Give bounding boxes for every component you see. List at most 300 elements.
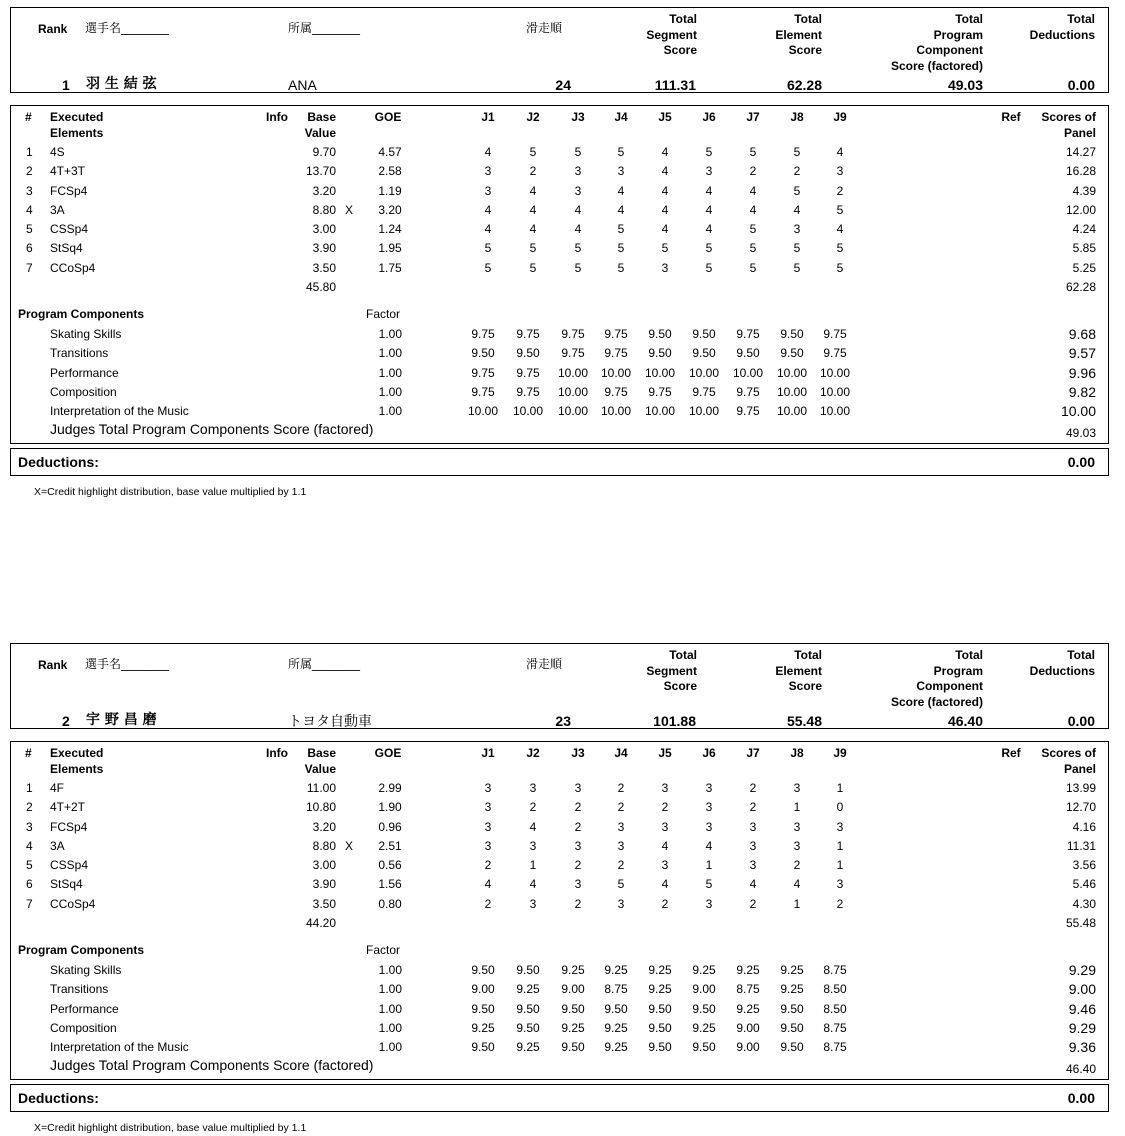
tes-label: Score bbox=[788, 679, 822, 693]
skater-card bbox=[0, 636, 1125, 1136]
element-goe: 1.90 bbox=[378, 800, 402, 814]
component-panel-score: 9.00 bbox=[1068, 981, 1096, 997]
col-judge: J9 bbox=[833, 110, 847, 124]
element-judge-score: 4 bbox=[793, 877, 801, 891]
element-judge-score: 3 bbox=[749, 858, 757, 872]
element-panel-score: 4.39 bbox=[1072, 184, 1096, 198]
base-value-total: 44.20 bbox=[305, 916, 336, 930]
footnote: X=Credit highlight distribution, base value multiplied by 1.1 bbox=[34, 486, 307, 498]
tss-label: Score bbox=[663, 679, 697, 693]
element-judge-score: 3 bbox=[705, 897, 713, 911]
element-judge-score: 4 bbox=[529, 877, 537, 891]
element-judge-score: 5 bbox=[705, 145, 713, 159]
element-base-value: 8.80 bbox=[312, 203, 336, 217]
element-goe: 3.20 bbox=[378, 203, 402, 217]
element-judge-score: 3 bbox=[484, 820, 492, 834]
element-judge-score: 5 bbox=[793, 145, 801, 159]
element-judge-score: 4 bbox=[484, 145, 492, 159]
component-judge-score: 9.25 bbox=[604, 963, 628, 977]
element-number: 4 bbox=[26, 203, 33, 217]
deductions-total: 0.00 bbox=[1067, 454, 1095, 470]
element-base-value: 3.00 bbox=[312, 222, 336, 236]
component-factor: 1.00 bbox=[378, 1021, 402, 1035]
element-judge-score: 4 bbox=[793, 203, 801, 217]
component-name: Performance bbox=[50, 1002, 119, 1016]
element-number: 1 bbox=[26, 781, 33, 795]
element-judge-score: 3 bbox=[574, 839, 582, 853]
element-judge-score: 3 bbox=[705, 800, 713, 814]
element-judge-score: 2 bbox=[836, 184, 844, 198]
component-judge-score: 10.00 bbox=[557, 404, 589, 418]
col-judge: J8 bbox=[790, 110, 804, 124]
component-panel-score: 9.29 bbox=[1068, 962, 1096, 978]
element-panel-score: 4.24 bbox=[1072, 222, 1096, 236]
element-judge-score: 2 bbox=[574, 820, 582, 834]
component-judge-score: 9.75 bbox=[516, 327, 540, 341]
component-panel-score: 9.46 bbox=[1068, 1001, 1096, 1017]
element-number: 6 bbox=[26, 877, 33, 891]
component-judge-score: 9.50 bbox=[648, 1021, 672, 1035]
element-number: 4 bbox=[26, 839, 33, 853]
element-judge-score: 4 bbox=[836, 145, 844, 159]
tss-label: Segment bbox=[646, 27, 697, 42]
component-judge-score: 10.00 bbox=[557, 366, 589, 380]
component-judge-score: 10.00 bbox=[688, 366, 720, 380]
pcs-label: Program bbox=[933, 663, 983, 678]
element-judge-score: 2 bbox=[574, 858, 582, 872]
element-judge-score: 3 bbox=[793, 820, 801, 834]
component-judge-score: 9.25 bbox=[648, 982, 672, 996]
component-judge-score: 9.00 bbox=[736, 1040, 760, 1054]
element-judge-score: 1 bbox=[793, 800, 801, 814]
element-number: 5 bbox=[26, 222, 33, 236]
element-goe: 0.96 bbox=[378, 820, 402, 834]
component-judge-score: 9.50 bbox=[648, 1002, 672, 1016]
tss-label: Total bbox=[669, 648, 697, 662]
element-judge-score: 2 bbox=[529, 164, 537, 178]
component-judge-score: 9.00 bbox=[692, 982, 716, 996]
component-factor: 1.00 bbox=[378, 385, 402, 399]
club-label: 所属________ bbox=[288, 657, 361, 671]
component-panel-score: 9.68 bbox=[1068, 326, 1096, 342]
name-label: 選手名________ bbox=[85, 21, 170, 35]
element-judge-score: 3 bbox=[617, 820, 625, 834]
element-judge-score: 2 bbox=[617, 858, 625, 872]
component-judge-score: 9.50 bbox=[471, 963, 495, 977]
tss-label: Total bbox=[669, 12, 697, 26]
ded-label: Total bbox=[1067, 648, 1095, 662]
component-panel-score: 9.96 bbox=[1068, 365, 1096, 381]
component-judge-score: 9.25 bbox=[692, 963, 716, 977]
element-judge-score: 2 bbox=[749, 164, 757, 178]
element-judge-score: 5 bbox=[705, 261, 713, 275]
element-judge-score: 2 bbox=[793, 858, 801, 872]
element-judge-score: 2 bbox=[617, 800, 625, 814]
component-factor: 1.00 bbox=[378, 982, 402, 996]
col-judge: J4 bbox=[614, 746, 628, 760]
program-components-heading: Program Components bbox=[18, 307, 145, 321]
element-panel-score: 4.30 bbox=[1072, 897, 1096, 911]
element-judge-score: 2 bbox=[574, 897, 582, 911]
element-judge-score: 4 bbox=[661, 184, 669, 198]
col-judge: J6 bbox=[702, 746, 716, 760]
col-info: Info bbox=[266, 110, 288, 124]
component-name: Transitions bbox=[50, 982, 109, 996]
element-code: StSq4 bbox=[50, 241, 83, 255]
col-ref: Ref bbox=[1001, 746, 1021, 760]
component-judge-score: 9.50 bbox=[780, 346, 804, 360]
component-judge-score: 9.50 bbox=[780, 1040, 804, 1054]
deductions-label: Deductions: bbox=[18, 1090, 99, 1106]
component-factor: 1.00 bbox=[378, 346, 402, 360]
component-name: Interpretation of the Music bbox=[50, 404, 189, 418]
col-judge: J6 bbox=[702, 110, 716, 124]
component-judge-score: 10.00 bbox=[819, 366, 851, 380]
col-base-value: Value bbox=[304, 125, 336, 140]
element-judge-score: 5 bbox=[705, 241, 713, 255]
element-judge-score: 5 bbox=[484, 241, 492, 255]
col-judge: J5 bbox=[658, 746, 672, 760]
tes-total: 62.28 bbox=[1065, 280, 1096, 294]
component-judge-score: 8.75 bbox=[604, 982, 628, 996]
col-judge: J9 bbox=[833, 746, 847, 760]
component-panel-score: 9.82 bbox=[1068, 384, 1096, 400]
element-judge-score: 5 bbox=[705, 877, 713, 891]
component-judge-score: 9.50 bbox=[516, 1002, 540, 1016]
element-info: X bbox=[344, 203, 353, 217]
component-judge-score: 9.50 bbox=[471, 346, 495, 360]
element-goe: 4.57 bbox=[378, 145, 402, 159]
pcs-value: 49.03 bbox=[947, 77, 983, 93]
component-judge-score: 9.50 bbox=[780, 1021, 804, 1035]
col-base-value: Base bbox=[307, 110, 336, 124]
col-judge: J1 bbox=[481, 110, 495, 124]
element-goe: 0.56 bbox=[378, 858, 402, 872]
component-judge-score: 9.00 bbox=[736, 1021, 760, 1035]
component-name: Skating Skills bbox=[50, 327, 122, 341]
footnote: X=Credit highlight distribution, base value multiplied by 1.1 bbox=[34, 1122, 307, 1134]
col-judge: J7 bbox=[746, 746, 760, 760]
rank-label: Rank bbox=[38, 658, 68, 672]
element-number: 1 bbox=[26, 145, 33, 159]
col-judge: J2 bbox=[526, 746, 540, 760]
element-judge-score: 4 bbox=[661, 164, 669, 178]
club-value: トヨタ自動車 bbox=[288, 713, 372, 729]
element-judge-score: 1 bbox=[836, 839, 844, 853]
element-judge-score: 2 bbox=[661, 897, 669, 911]
element-judge-score: 3 bbox=[705, 820, 713, 834]
col-goe: GOE bbox=[374, 746, 402, 760]
element-judge-score: 5 bbox=[749, 241, 757, 255]
element-judge-score: 3 bbox=[484, 800, 492, 814]
pcs-label: Total bbox=[955, 648, 983, 662]
component-judge-score: 9.50 bbox=[471, 1040, 495, 1054]
element-judge-score: 5 bbox=[529, 145, 537, 159]
component-factor: 1.00 bbox=[378, 1040, 402, 1054]
col-panel-score: Panel bbox=[1063, 761, 1096, 776]
element-judge-score: 3 bbox=[617, 839, 625, 853]
component-judge-score: 8.75 bbox=[823, 1040, 847, 1054]
component-judge-score: 8.75 bbox=[736, 982, 760, 996]
element-goe: 1.24 bbox=[378, 222, 402, 236]
col-base-value: Base bbox=[307, 746, 336, 760]
element-base-value: 3.90 bbox=[312, 877, 336, 891]
element-judge-score: 4 bbox=[705, 222, 713, 236]
element-judge-score: 5 bbox=[617, 877, 625, 891]
element-judge-score: 3 bbox=[529, 897, 537, 911]
element-number: 2 bbox=[26, 164, 33, 178]
component-judge-score: 9.25 bbox=[561, 1021, 585, 1035]
component-panel-score: 10.00 bbox=[1060, 403, 1096, 419]
element-judge-score: 2 bbox=[574, 800, 582, 814]
tss-value: 101.88 bbox=[653, 713, 696, 729]
judges-total-label: Judges Total Program Components Score (factored) bbox=[50, 421, 374, 437]
element-judge-score: 3 bbox=[529, 781, 537, 795]
element-judge-score: 2 bbox=[484, 858, 492, 872]
element-judge-score: 3 bbox=[661, 858, 669, 872]
col-panel-score: Scores of bbox=[1041, 746, 1096, 760]
element-judge-score: 5 bbox=[793, 261, 801, 275]
element-number: 3 bbox=[26, 820, 33, 834]
col-judge: J3 bbox=[571, 110, 585, 124]
base-value-total: 45.80 bbox=[305, 280, 336, 294]
col-judge: J3 bbox=[571, 746, 585, 760]
component-judge-score: 9.75 bbox=[604, 385, 628, 399]
component-judge-score: 9.75 bbox=[736, 404, 760, 418]
element-judge-score: 4 bbox=[661, 145, 669, 159]
component-judge-score: 9.75 bbox=[823, 327, 847, 341]
element-judge-score: 3 bbox=[705, 781, 713, 795]
component-judge-score: 10.00 bbox=[688, 404, 720, 418]
pcs-total: 49.03 bbox=[1065, 426, 1096, 440]
rank-value: 2 bbox=[62, 713, 70, 729]
tes-total: 55.48 bbox=[1065, 916, 1096, 930]
component-judge-score: 9.25 bbox=[692, 1021, 716, 1035]
element-base-value: 13.70 bbox=[305, 164, 336, 178]
element-code: 3A bbox=[50, 839, 65, 853]
element-judge-score: 4 bbox=[661, 222, 669, 236]
element-judge-score: 4 bbox=[705, 839, 713, 853]
component-judge-score: 10.00 bbox=[557, 385, 589, 399]
element-panel-score: 13.99 bbox=[1065, 781, 1096, 795]
pcs-label: Score (factored) bbox=[890, 694, 983, 709]
element-judge-score: 3 bbox=[574, 184, 582, 198]
element-code: 4S bbox=[50, 145, 65, 159]
tes-label: Element bbox=[775, 27, 822, 42]
name-label: 選手名________ bbox=[85, 657, 170, 671]
component-judge-score: 9.50 bbox=[692, 327, 716, 341]
component-judge-score: 10.00 bbox=[819, 404, 851, 418]
col-elements: Elements bbox=[50, 761, 104, 776]
element-judge-score: 4 bbox=[574, 222, 582, 236]
tes-value: 62.28 bbox=[786, 77, 822, 93]
component-judge-score: 9.25 bbox=[471, 1021, 495, 1035]
element-judge-score: 5 bbox=[529, 241, 537, 255]
element-code: CSSp4 bbox=[50, 858, 89, 872]
deductions-box bbox=[10, 1084, 1109, 1112]
element-goe: 2.99 bbox=[378, 781, 402, 795]
col-base-value: Value bbox=[304, 761, 336, 776]
element-judge-score: 3 bbox=[574, 164, 582, 178]
component-name: Composition bbox=[50, 385, 117, 399]
ded-label: Total bbox=[1067, 12, 1095, 26]
program-components-heading: Program Components bbox=[18, 943, 145, 957]
element-judge-score: 3 bbox=[661, 820, 669, 834]
element-number: 5 bbox=[26, 858, 33, 872]
pcs-label: Component bbox=[916, 679, 983, 693]
element-judge-score: 3 bbox=[574, 781, 582, 795]
component-judge-score: 9.00 bbox=[561, 982, 585, 996]
deductions-box bbox=[10, 448, 1109, 476]
component-judge-score: 9.75 bbox=[823, 346, 847, 360]
element-goe: 2.58 bbox=[378, 164, 402, 178]
component-judge-score: 8.75 bbox=[823, 1021, 847, 1035]
component-judge-score: 10.00 bbox=[819, 385, 851, 399]
col-num: # bbox=[25, 746, 32, 760]
component-judge-score: 9.25 bbox=[516, 1040, 540, 1054]
component-factor: 1.00 bbox=[378, 404, 402, 418]
component-judge-score: 9.75 bbox=[561, 327, 585, 341]
component-judge-score: 9.75 bbox=[604, 327, 628, 341]
element-judge-score: 3 bbox=[836, 877, 844, 891]
element-judge-score: 2 bbox=[484, 897, 492, 911]
component-judge-score: 9.25 bbox=[516, 982, 540, 996]
element-number: 2 bbox=[26, 800, 33, 814]
element-judge-score: 3 bbox=[617, 897, 625, 911]
component-panel-score: 9.57 bbox=[1068, 345, 1096, 361]
tss-label: Score bbox=[663, 43, 697, 57]
component-name: Skating Skills bbox=[50, 963, 122, 977]
component-judge-score: 9.50 bbox=[604, 1002, 628, 1016]
element-judge-score: 1 bbox=[836, 781, 844, 795]
order-value: 24 bbox=[555, 77, 571, 93]
element-panel-score: 5.25 bbox=[1072, 261, 1096, 275]
element-base-value: 3.20 bbox=[312, 820, 336, 834]
element-panel-score: 16.28 bbox=[1065, 164, 1096, 178]
element-judge-score: 4 bbox=[617, 184, 625, 198]
element-judge-score: 5 bbox=[661, 241, 669, 255]
element-info: X bbox=[344, 839, 353, 853]
col-judge: J2 bbox=[526, 110, 540, 124]
component-judge-score: 9.75 bbox=[516, 366, 540, 380]
element-code: 4T+3T bbox=[50, 164, 86, 178]
component-judge-score: 9.50 bbox=[561, 1002, 585, 1016]
element-judge-score: 4 bbox=[749, 184, 757, 198]
element-goe: 1.75 bbox=[378, 261, 402, 275]
component-judge-score: 9.50 bbox=[648, 1040, 672, 1054]
component-factor: 1.00 bbox=[378, 1002, 402, 1016]
tes-label: Element bbox=[775, 663, 822, 678]
component-judge-score: 9.50 bbox=[692, 1040, 716, 1054]
component-judge-score: 10.00 bbox=[600, 404, 632, 418]
element-judge-score: 5 bbox=[793, 184, 801, 198]
element-judge-score: 3 bbox=[661, 261, 669, 275]
tss-value: 111.31 bbox=[654, 77, 696, 93]
component-judge-score: 9.50 bbox=[736, 346, 760, 360]
col-elements: Executed bbox=[50, 110, 104, 124]
deductions-value: 0.00 bbox=[1067, 713, 1095, 729]
component-judge-score: 9.75 bbox=[736, 327, 760, 341]
col-ref: Ref bbox=[1001, 110, 1021, 124]
component-factor: 1.00 bbox=[378, 366, 402, 380]
element-judge-score: 3 bbox=[484, 781, 492, 795]
tss-label: Segment bbox=[646, 663, 697, 678]
element-judge-score: 4 bbox=[705, 184, 713, 198]
element-judge-score: 4 bbox=[484, 222, 492, 236]
component-judge-score: 9.25 bbox=[604, 1021, 628, 1035]
element-base-value: 3.50 bbox=[312, 261, 336, 275]
component-factor: 1.00 bbox=[378, 963, 402, 977]
element-judge-score: 4 bbox=[529, 222, 537, 236]
element-judge-score: 4 bbox=[661, 203, 669, 217]
element-judge-score: 4 bbox=[574, 203, 582, 217]
col-judge: J8 bbox=[790, 746, 804, 760]
component-judge-score: 9.25 bbox=[648, 963, 672, 977]
element-base-value: 3.90 bbox=[312, 241, 336, 255]
element-judge-score: 3 bbox=[836, 820, 844, 834]
element-judge-score: 3 bbox=[484, 164, 492, 178]
component-judge-score: 9.50 bbox=[516, 346, 540, 360]
element-judge-score: 2 bbox=[793, 164, 801, 178]
ded-label: Deductions bbox=[1029, 663, 1095, 678]
col-goe: GOE bbox=[374, 110, 402, 124]
element-judge-score: 5 bbox=[617, 145, 625, 159]
element-base-value: 10.80 bbox=[305, 800, 336, 814]
element-judge-score: 5 bbox=[574, 145, 582, 159]
element-judge-score: 3 bbox=[484, 839, 492, 853]
component-judge-score: 10.00 bbox=[644, 404, 676, 418]
element-judge-score: 5 bbox=[749, 261, 757, 275]
col-judge: J7 bbox=[746, 110, 760, 124]
element-judge-score: 2 bbox=[749, 781, 757, 795]
element-judge-score: 5 bbox=[617, 241, 625, 255]
component-judge-score: 9.50 bbox=[516, 1021, 540, 1035]
component-judge-score: 8.50 bbox=[823, 982, 847, 996]
element-judge-score: 3 bbox=[661, 781, 669, 795]
element-code: 3A bbox=[50, 203, 65, 217]
element-panel-score: 3.56 bbox=[1072, 858, 1096, 872]
element-judge-score: 4 bbox=[617, 203, 625, 217]
rank-label: Rank bbox=[38, 22, 68, 36]
skater-name: 羽 生 結 弦 bbox=[86, 76, 157, 92]
col-num: # bbox=[25, 110, 32, 124]
pcs-label: Program bbox=[933, 27, 983, 42]
component-judge-score: 9.50 bbox=[648, 327, 672, 341]
tes-label: Total bbox=[794, 648, 822, 662]
pcs-value: 46.40 bbox=[947, 713, 983, 729]
element-judge-score: 4 bbox=[836, 222, 844, 236]
component-judge-score: 10.00 bbox=[732, 366, 764, 380]
component-judge-score: 9.00 bbox=[471, 982, 495, 996]
component-name: Interpretation of the Music bbox=[50, 1040, 189, 1054]
element-judge-score: 2 bbox=[529, 800, 537, 814]
element-code: CCoSp4 bbox=[50, 897, 96, 911]
component-panel-score: 9.29 bbox=[1068, 1020, 1096, 1036]
component-judge-score: 10.00 bbox=[600, 366, 632, 380]
element-judge-score: 4 bbox=[529, 184, 537, 198]
element-panel-score: 5.46 bbox=[1072, 877, 1096, 891]
component-judge-score: 9.50 bbox=[692, 1002, 716, 1016]
pcs-label: Total bbox=[955, 12, 983, 26]
factor-label: Factor bbox=[366, 943, 401, 957]
element-judge-score: 3 bbox=[484, 184, 492, 198]
element-judge-score: 4 bbox=[484, 203, 492, 217]
element-judge-score: 5 bbox=[836, 261, 844, 275]
factor-label: Factor bbox=[366, 307, 401, 321]
element-judge-score: 3 bbox=[749, 820, 757, 834]
element-panel-score: 4.16 bbox=[1072, 820, 1096, 834]
element-judge-score: 4 bbox=[661, 839, 669, 853]
